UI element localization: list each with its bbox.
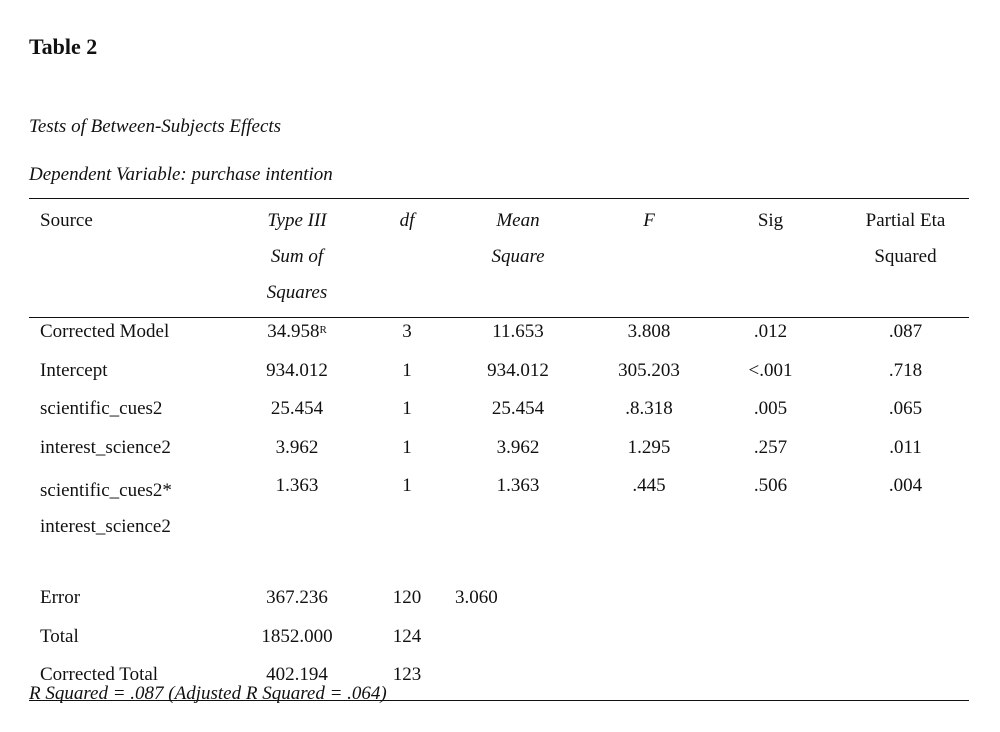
header-sig: Sig: [757, 210, 784, 231]
cell-eta: [842, 584, 969, 623]
cell-df: 120: [392, 587, 422, 608]
anova-table: [29, 198, 969, 701]
header-source: Source: [40, 210, 93, 231]
cell-ss: 402.194: [266, 664, 328, 685]
cell-source: [29, 472, 217, 545]
cell-source: scientific_cues2: [40, 398, 163, 419]
header-ss-line-3: Squares: [266, 282, 328, 303]
cell-ms: 25.454: [491, 398, 545, 419]
cell-eta: .718: [888, 359, 923, 381]
spacer-cell: [29, 545, 969, 584]
cell-f: [599, 661, 699, 700]
cell-ss: 934.012: [266, 359, 328, 381]
table-note: R Squared = .087 (Adjusted R Squared = .064): [29, 683, 387, 704]
cell-df: 123: [392, 664, 422, 685]
cell-sig: .506: [753, 475, 788, 496]
table-row: [29, 434, 969, 473]
table-number: Table 2: [29, 34, 98, 59]
cell-source: Total: [40, 625, 79, 647]
cell-source: Error: [40, 587, 81, 608]
header-sum-of-squares: [217, 199, 377, 318]
cell-sig: .012: [753, 321, 788, 342]
cell-ms: [437, 623, 599, 662]
cell-sig: [699, 623, 842, 662]
cell-eta: .004: [888, 475, 923, 496]
header-ss-line-2: Sum of: [270, 246, 324, 267]
superscript-note-marker: R: [319, 324, 327, 336]
cell-eta: [842, 661, 969, 700]
cell-sig: .257: [753, 436, 788, 458]
header-mean-square: [437, 199, 599, 318]
cell-ss: 1852.000: [261, 625, 333, 647]
cell-ms: 1.363: [496, 475, 540, 496]
cell-df: 1: [402, 359, 412, 381]
cell-f: .8.318: [625, 398, 673, 419]
cell-ms: 3.962: [496, 436, 540, 458]
cell-df: 3: [402, 321, 412, 342]
header-eta-line-1: Partial Eta: [865, 210, 946, 231]
header-ms-line-2: Square: [491, 246, 545, 267]
cell-eta: .065: [888, 398, 923, 419]
table-row: [29, 318, 969, 357]
cell-f: 1.295: [627, 436, 671, 458]
dependent-variable-label: Dependent Variable: purchase intention: [29, 164, 333, 185]
cell-ss: [217, 318, 377, 357]
table-row: [29, 623, 969, 662]
cell-df: 124: [392, 625, 422, 647]
table-body: [29, 318, 969, 701]
header-df: df: [399, 210, 415, 231]
cell-f: .445: [632, 475, 666, 496]
cell-source-line-1: scientific_cues2*: [40, 480, 172, 501]
spacer-row: [29, 545, 969, 584]
cell-f: 305.203: [618, 359, 680, 381]
header-eta-line-2: Squared: [874, 246, 937, 267]
table-row: [29, 395, 969, 434]
cell-ss: 25.454: [270, 398, 324, 419]
cell-sig: [699, 661, 842, 700]
cell-source: Corrected Total: [40, 664, 159, 685]
header-f: F: [643, 210, 655, 231]
cell-df: 1: [402, 398, 412, 419]
cell-ms: 3.060: [455, 587, 498, 608]
table-row: [29, 357, 969, 396]
cell-f: 3.808: [627, 321, 671, 342]
cell-f: [599, 584, 699, 623]
header-partial-eta: [842, 199, 969, 318]
cell-sig: [699, 584, 842, 623]
cell-eta: .011: [889, 436, 922, 458]
table-row: [29, 472, 969, 545]
cell-ss: 1.363: [275, 475, 319, 496]
table-row: [29, 584, 969, 623]
table-title: Tests of Between-Subjects Effects: [29, 116, 282, 137]
cell-ms: 11.653: [492, 321, 544, 342]
header-ss-line-1: Type III: [267, 210, 327, 231]
cell-source-line-2: interest_science2: [40, 516, 171, 537]
cell-ms: 934.012: [487, 359, 549, 381]
cell-eta: .087: [888, 321, 923, 342]
cell-source: interest_science2: [40, 436, 171, 458]
cell-f: [599, 623, 699, 662]
cell-ss-value: 34.958: [267, 321, 320, 342]
cell-df: 1: [402, 475, 412, 496]
cell-ss: 367.236: [266, 587, 328, 608]
cell-eta: [842, 623, 969, 662]
cell-sig: .005: [753, 398, 788, 419]
cell-ss: 3.962: [275, 436, 319, 458]
cell-df: 1: [402, 436, 412, 458]
header-ms-line-1: Mean: [496, 210, 540, 231]
table-header: [29, 199, 969, 318]
header-row: [29, 199, 969, 318]
cell-source: Intercept: [40, 359, 108, 381]
cell-sig: <.001: [748, 359, 793, 381]
cell-ms: [437, 661, 599, 700]
cell-source: Corrected Model: [40, 321, 170, 342]
